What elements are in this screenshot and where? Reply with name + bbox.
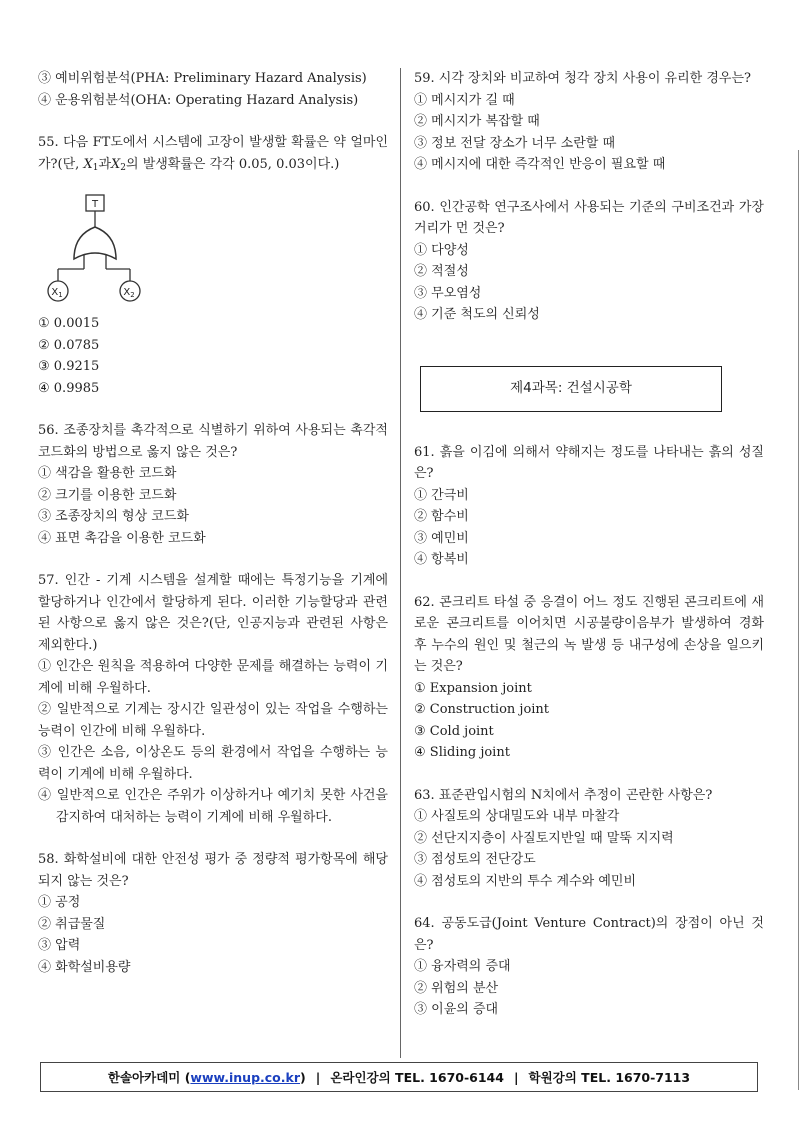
option: ③ 예민비 bbox=[414, 530, 469, 546]
option: ① 색감을 활용한 코드화 bbox=[38, 466, 177, 481]
option: ③ 무오염성 bbox=[414, 285, 482, 301]
option: ④ Sliding joint bbox=[414, 745, 510, 760]
option: ④ 메시지에 대한 즉각적인 반응이 필요할 때 bbox=[414, 157, 666, 172]
basic-event-x2-label: $X_2$ bbox=[123, 287, 135, 299]
page-footer bbox=[40, 1062, 758, 1092]
option: ③ 조종장치의 형상 코드화 bbox=[38, 509, 189, 524]
option: ④ 운용위험분석(OHA: Operating Hazard Analysis) bbox=[38, 92, 359, 108]
or-gate-symbol bbox=[74, 227, 116, 259]
option: ④ 표면 촉감을 이용한 코드화 bbox=[38, 530, 206, 546]
question-stem: 64. 공동도급(Joint Venture Contract)의 장점이 아닌 것은? bbox=[414, 916, 764, 953]
option: ① Expansion joint bbox=[414, 680, 532, 696]
question-stem: 55. 다음 FT도에서 시스템에 고장이 발생할 확률은 약 얼마인가?(단, $X_1$과$X_2$의 발생확률은 각각 0.05, 0.03이다.) bbox=[38, 135, 388, 173]
left-column bbox=[38, 68, 388, 978]
option: ② 선단지지층이 사질토지반일 때 말뚝 지지력 bbox=[414, 830, 674, 846]
option: ② 함수비 bbox=[414, 509, 469, 524]
option: ① 간극비 bbox=[414, 487, 469, 503]
option: ① 공정 bbox=[38, 895, 81, 910]
option: ④ 항복비 bbox=[414, 552, 469, 567]
column-divider bbox=[400, 68, 401, 1058]
option: ② 위험의 분산 bbox=[414, 980, 499, 996]
footer-offline-phone: 학원강의 TEL. 1670-7113 bbox=[528, 1070, 691, 1085]
option: ③ 정보 전달 장소가 너무 소란할 때 bbox=[414, 135, 616, 151]
option: ② 취급물질 bbox=[38, 916, 106, 932]
option: ④ 기준 척도의 신뢰성 bbox=[414, 307, 540, 322]
question-63 bbox=[414, 785, 764, 893]
footer-separator: | bbox=[513, 1069, 519, 1085]
question-62 bbox=[414, 592, 764, 764]
option: ② Construction joint bbox=[414, 702, 550, 717]
question-57 bbox=[38, 570, 388, 828]
question-56 bbox=[38, 420, 388, 549]
question-59 bbox=[414, 68, 764, 176]
option: ④ 0.9985 bbox=[38, 380, 100, 396]
option: ③ 인간은 소음, 이상온도 등의 환경에서 작업을 수행하는 능력이 기계에 비해 우월하다. bbox=[38, 745, 388, 782]
question-58 bbox=[38, 849, 388, 978]
question-stem: 59. 시각 장치와 비교하여 청각 장치 사용이 유리한 경우는? bbox=[414, 71, 751, 86]
option: ② 메시지가 복잡할 때 bbox=[414, 114, 540, 129]
footer-online-phone: 온라인강의 TEL. 1670-6144 bbox=[330, 1070, 504, 1085]
option: ① 0.0015 bbox=[38, 316, 100, 331]
question-stem: 62. 콘크리트 타설 중 응결이 어느 정도 진행된 콘크리트에 새로운 콘크리트를 이어치면 시공불량이음부가 발생하여 경화 후 누수의 원인 및 철근의 녹 발생 등 내구성에 손상을 일으키는 것은? bbox=[414, 594, 764, 674]
option: ④ 점성토의 지반의 투수 계수와 예민비 bbox=[414, 873, 637, 889]
question-stem: 56. 조종장치를 촉각적으로 식별하기 위하여 사용되는 촉각적 코드화의 방법으로 옳지 않은 것은? bbox=[38, 423, 388, 460]
academy-website-link[interactable]: www.inup.co.kr bbox=[190, 1069, 301, 1085]
page-edge-line bbox=[798, 150, 799, 1090]
question-stem: 61. 흙을 이김에 의해서 약해지는 정도를 나타내는 흙의 성질은? bbox=[414, 444, 764, 481]
question-55 bbox=[38, 132, 388, 399]
top-event-label: T bbox=[91, 199, 99, 210]
option: ③ 예비위험분석(PHA: Preliminary Hazard Analysis) bbox=[38, 71, 367, 86]
option: ② 크기를 이용한 코드화 bbox=[38, 487, 177, 503]
option: ④ 일반적으로 인간은 주위가 이상하거나 예기치 못한 사건을 감지하여 대처하는 능력이 기계에 비해 우월하다. bbox=[38, 788, 388, 825]
question-stem: 63. 표준관입시험의 N치에서 추정이 곤란한 사항은? bbox=[414, 787, 713, 803]
option: ③ Cold joint bbox=[414, 723, 494, 739]
option: ① 다양성 bbox=[414, 242, 469, 258]
prev-question-options bbox=[38, 68, 388, 111]
question-stem: 57. 인간 - 기계 시스템을 설계할 때에는 특정기능을 기계에 할당하거나 인간에서 할당하게 된다. 이러한 기능할당과 관련된 사항으로 옳지 않은 것은?(단, 인공지능과 관련된 사항은 제외한다.) bbox=[38, 573, 388, 653]
option: ② 적절성 bbox=[414, 264, 469, 279]
question-stem: 58. 화학설비에 대한 안전성 평가 중 정량적 평가항목에 해당되지 않는 것은? bbox=[38, 852, 388, 889]
footer-paren: ) bbox=[300, 1069, 306, 1085]
option: ① 융자력의 증대 bbox=[414, 959, 511, 974]
question-64 bbox=[414, 913, 764, 1021]
option: ① 사질토의 상대밀도와 내부 마찰각 bbox=[414, 809, 620, 824]
fault-tree-diagram bbox=[38, 189, 158, 309]
option: ③ 점성토의 전단강도 bbox=[414, 852, 536, 867]
option: ③ 이윤의 증대 bbox=[414, 1002, 499, 1017]
right-column bbox=[414, 68, 764, 1021]
option: ① 인간은 원칙을 적용하여 다양한 문제를 해결하는 능력이 기계에 비해 우월하다. bbox=[38, 659, 388, 696]
option: ③ 0.9215 bbox=[38, 359, 100, 374]
question-61 bbox=[414, 442, 764, 571]
question-60 bbox=[414, 197, 764, 326]
subject-heading: 제4과목: 건설시공학 bbox=[420, 366, 722, 412]
footer-separator: | bbox=[315, 1069, 321, 1085]
option: ② 일반적으로 기계는 장시간 일관성이 있는 작업을 수행하는 능력이 인간에 비해 우월하다. bbox=[38, 702, 388, 739]
question-stem: 60. 인간공학 연구조사에서 사용되는 기준의 구비조건과 가장 거리가 먼 것은? bbox=[414, 199, 764, 236]
option: ① 메시지가 길 때 bbox=[414, 92, 515, 108]
option: ③ 압력 bbox=[38, 938, 81, 953]
option: ② 0.0785 bbox=[38, 337, 100, 353]
basic-event-x1-label: $X_1$ bbox=[51, 287, 63, 299]
footer-academy: 한솔아카데미 ( bbox=[107, 1070, 191, 1085]
option: ④ 화학설비용량 bbox=[38, 959, 131, 975]
